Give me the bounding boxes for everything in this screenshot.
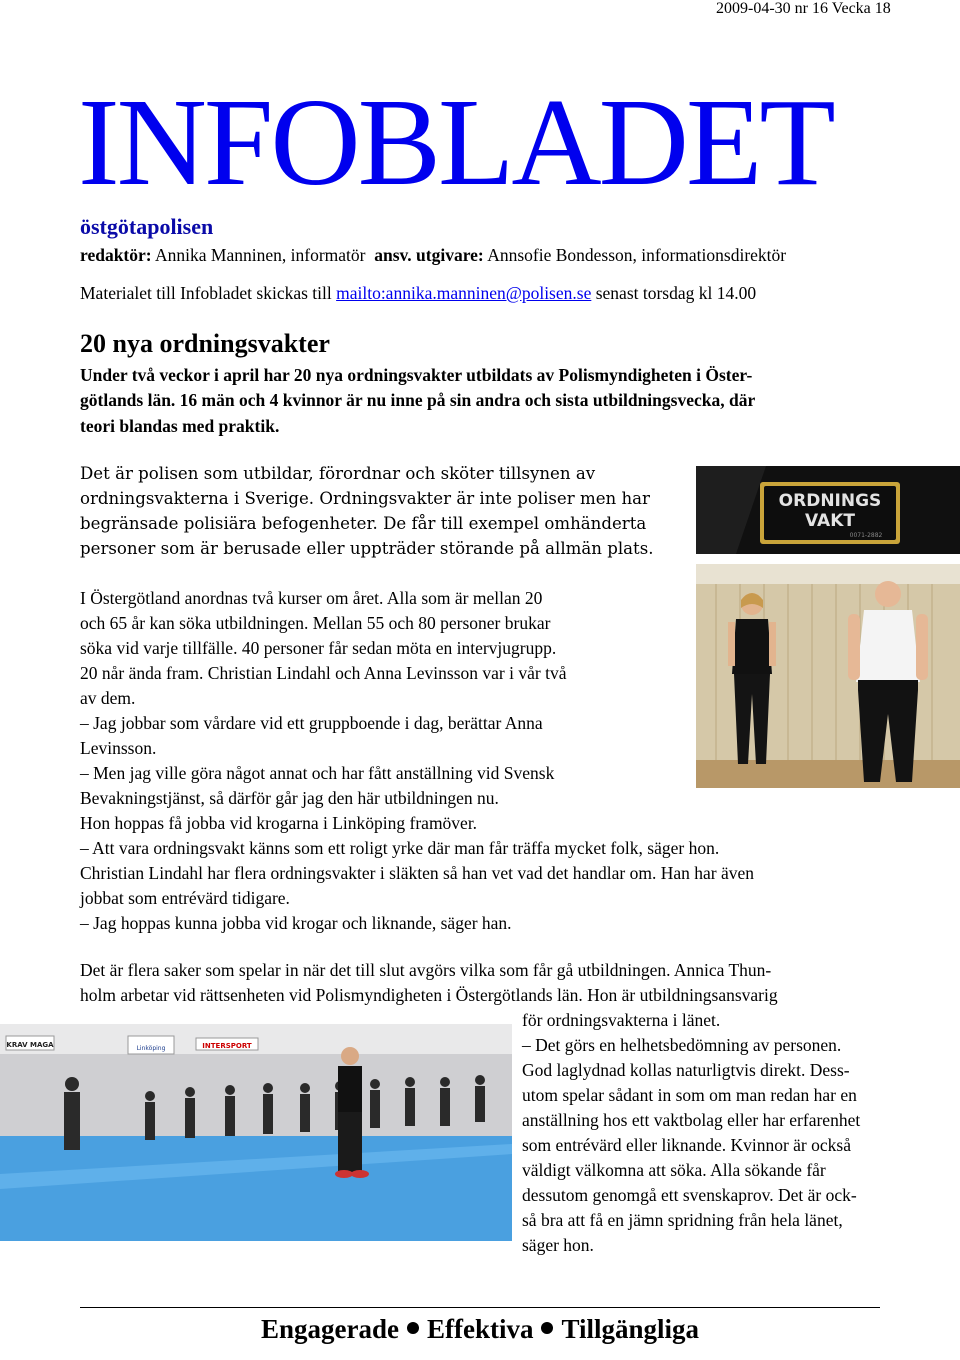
text-line: jobbat som entrévärd tidigare. (80, 888, 290, 908)
text-line: personer som är berusade eller uppträder störande på allmän plats. (80, 539, 654, 558)
submission-text-pre: Materialet till Infobladet skickas till (80, 283, 337, 303)
paragraph-1 (80, 461, 654, 561)
motto-word: Effektiva (426, 1314, 534, 1344)
text-line: av dem. (80, 688, 136, 708)
text-line: och 65 år kan söka utbildningen. Mellan 55 och 80 personer brukar (80, 613, 551, 633)
training-hall-photo (0, 1024, 512, 1241)
organisation-name: östgötapolisen (80, 214, 214, 239)
trainees-photo (696, 564, 960, 788)
bullet-icon (407, 1322, 419, 1334)
banner-intersport: INTERSPORT (202, 1042, 252, 1050)
text-line: – Jag jobbar som vårdare vid ett gruppboende i dag, berättar Anna (80, 713, 543, 733)
article-headline: 20 nya ordningsvakter (80, 329, 330, 358)
submission-text-post: senast torsdag kl 14.00 (591, 283, 757, 303)
text-line: utom spelar sådant in som om man redan har en (522, 1085, 857, 1105)
badge-line-1: ORDNINGS (778, 491, 882, 511)
text-line: God laglydnad kollas naturligtvis direkt. Dess- (522, 1060, 850, 1080)
badge-number: 0071-2882 (849, 532, 883, 539)
banner-kravmaga: KRAV MAGA (6, 1041, 54, 1049)
text-line: – Men jag ville göra något annat och har fått anställning vid Svensk (80, 763, 555, 783)
text-line: söka vid varje tillfälle. 40 personer får sedan möta en intervjugrupp. (80, 638, 557, 658)
text-line: – Jag hoppas kunna jobba vid krogar och liknande, säger han. (80, 913, 512, 933)
text-line: begränsade polisiära befogenheter. De får till exempel omhänderta (80, 514, 647, 533)
text-line: I Östergötland anordnas två kurser om året. Alla som är mellan 20 (80, 588, 543, 608)
badge-illustration (696, 466, 960, 554)
text-line: Levinsson. (80, 738, 157, 758)
ingress-line: Under två veckor i april har 20 nya ordningsvakter utbildats av Polismyndigheten i Öster- (80, 365, 753, 385)
dateline: 2009-04-30 nr 16 Vecka 18 (716, 0, 891, 17)
text-line: holm arbetar vid rättsenheten vid Polismyndigheten i Östergötlands län. Hon är utbildningsansvarig (80, 985, 778, 1005)
publisher-label: ansv. utgivare: (374, 245, 484, 265)
publisher-name: Annsofie Bondesson, informationsdirektör (487, 245, 787, 265)
text-line: anställning hos ett vaktbolag eller har erfarenhet (522, 1110, 861, 1130)
paragraph-2 (80, 586, 754, 936)
article-ingress (80, 363, 755, 439)
text-line: säger hon. (522, 1235, 594, 1255)
text-line: Det är polisen som utbildar, förordnar och sköter tillsynen av (80, 464, 596, 483)
ingress-line: teori blandas med praktik. (80, 415, 280, 436)
text-line: – Det görs en helhetsbedömning av personen. (522, 1035, 842, 1055)
editor-name: Annika Manninen, informatör (155, 245, 366, 265)
text-line: – Att vara ordningsvakt känns som ett roligt yrke där man får träffa mycket folk, säger hon. (80, 838, 720, 858)
footer-rule (80, 1307, 880, 1308)
motto-word: Tillgängliga (561, 1314, 700, 1344)
ingress-line: götlands län. 16 män och 4 kvinnor är nu inne på sin andra och sista utbildningsvecka, där (80, 390, 756, 411)
submission-info (80, 281, 756, 305)
editor-label: redaktör: (80, 245, 152, 265)
text-line: Bevakningstjänst, så därför går jag den här utbildningen nu. (80, 788, 499, 808)
credits-line (80, 243, 786, 267)
footer-motto (80, 1309, 880, 1349)
motto-word: Engagerade (260, 1314, 399, 1344)
trainees-illustration (696, 564, 960, 788)
text-line: så bra att få en jämn spridning från hela länet, (522, 1210, 843, 1230)
text-line: ordningsvakterna i Sverige. Ordningsvakter är inte poliser men har (80, 489, 650, 508)
badge-line-2: VAKT (805, 511, 855, 531)
text-line: Det är flera saker som spelar in när det till slut avgörs vilka som får gå utbildningen. Annica Thun- (80, 960, 772, 980)
text-line: för ordningsvakterna i länet. (522, 1010, 721, 1030)
banner-linkoping: Linköping (136, 1045, 166, 1052)
bullet-icon (541, 1322, 553, 1334)
text-line: dessutom genomgå ett svenskaprov. Det är ock- (522, 1185, 857, 1205)
text-line: väldigt välkomna att söka. Alla sökande får (522, 1160, 826, 1180)
training-hall-illustration (0, 1024, 512, 1241)
badge-photo (696, 466, 960, 554)
text-line: 20 når ända fram. Christian Lindahl och Anna Levinsson var i vår två (80, 663, 567, 683)
email-link[interactable]: mailto:annika.manninen@polisen.se (336, 283, 592, 303)
masthead-title: INFOBLADET (78, 74, 833, 212)
text-line: Hon hoppas få jobba vid krogarna i Linköping framöver. (80, 813, 478, 833)
text-line: som entrévärd eller liknande. Kvinnor är också (522, 1135, 851, 1155)
text-line: Christian Lindahl har flera ordningsvakter i släkten så han vet vad det handlar om. Han har även (80, 863, 755, 883)
